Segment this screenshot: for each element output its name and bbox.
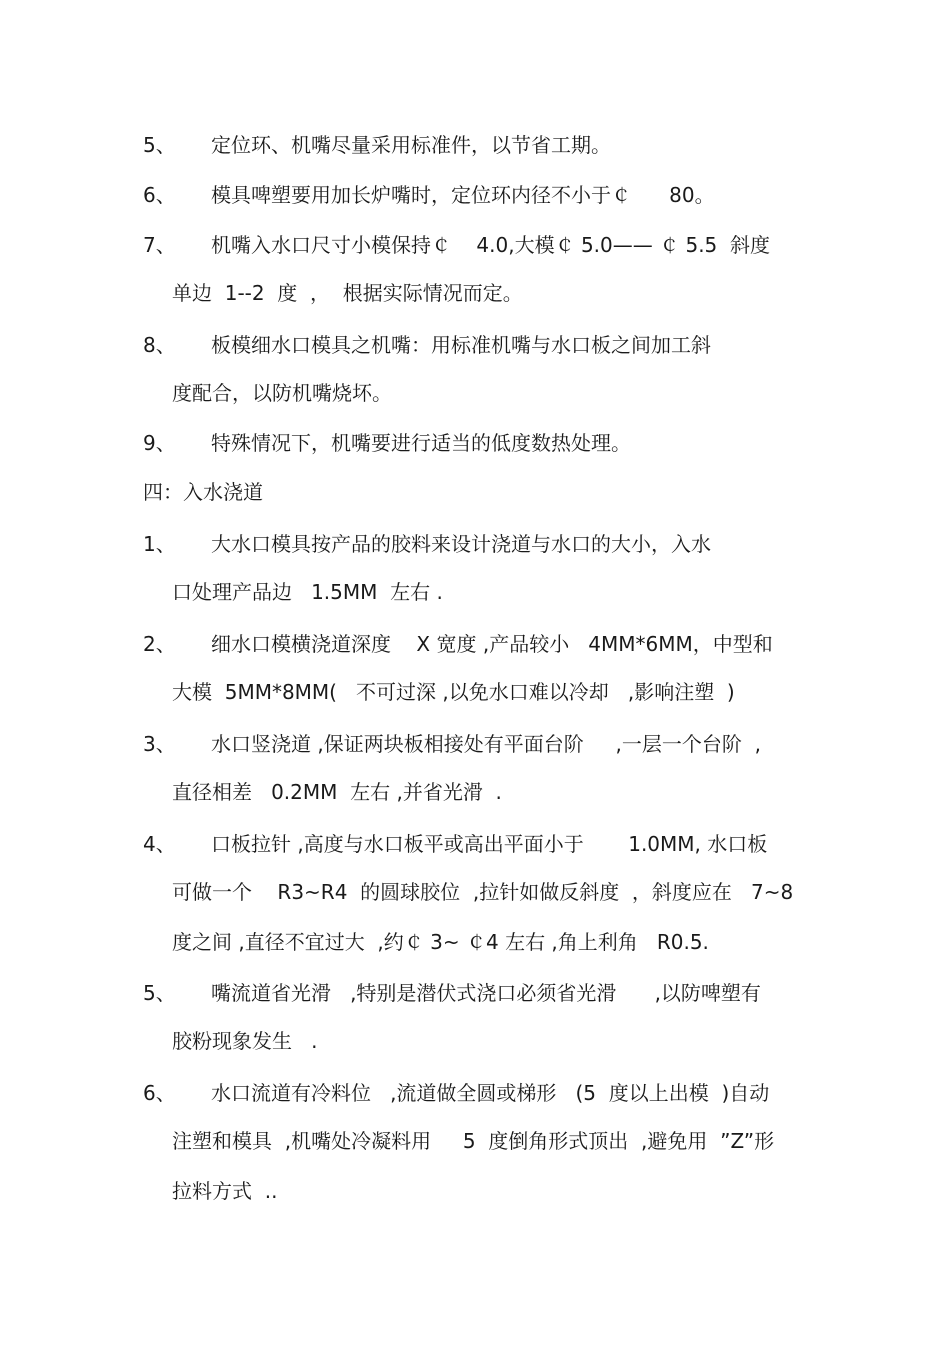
item-text-continued: 单边 1--2 度 ， 根据实际情况而定。 (172, 281, 523, 305)
item-text-continued: 注塑和模具 ,机嘴处冷凝料用 5 度倒角形式顶出 ,避免用 ”Z”形 (172, 1129, 775, 1153)
item-text: 板模细水口模具之机嘴：用标准机嘴与水口板之间加工斜 (211, 333, 711, 357)
item-number: 5、 (143, 981, 176, 1005)
item-text: 特殊情况下，机嘴要进行适当的低度数热处理。 (211, 431, 631, 455)
item-number: 6、 (143, 183, 176, 207)
item-text: 口板拉针 ,高度与水口板平或高出平面小于 1.0MM, 水口板 (211, 832, 768, 856)
item-number: 6、 (143, 1081, 176, 1105)
item-text: 机嘴入水口尺寸小模保持￠ 4.0,大模￠ 5.0—— ￠ 5.5 斜度 (211, 233, 770, 257)
item-text-continued: 可做一个 R3~R4 的圆球胶位 ,拉针如做反斜度 ，斜度应在 7~8 (172, 880, 794, 904)
item-number: 5、 (143, 133, 176, 157)
item-text: 定位环、机嘴尽量采用标准件，以节省工期。 (211, 133, 611, 157)
section-heading: 四：入水浇道 (143, 480, 263, 504)
item-text: 水口竖浇道 ,保证两块板相接处有平面台阶 ,一层一个台阶 , (211, 732, 761, 756)
item-number: 2、 (143, 632, 176, 656)
item-text: 模具啤塑要用加长炉嘴时，定位环内径不小于￠ 80。 (211, 183, 715, 207)
item-number: 9、 (143, 431, 176, 455)
item-text-continued: 口处理产品边 1.5MM 左右 . (172, 580, 443, 604)
item-text-continued: 度之间 ,直径不宜过大 ,约￠ 3~ ￠4 左右 ,角上利角 R0.5. (172, 930, 709, 954)
item-text-continued: 直径相差 0.2MM 左右 ,并省光滑 . (172, 780, 502, 804)
item-text-continued: 大模 5MM*8MM( 不可过深 ,以免水口难以冷却 ,影响注塑 ) (172, 680, 735, 704)
item-text: 水口流道有冷料位 ,流道做全圆或梯形 (5 度以上出模 )自动 (211, 1081, 770, 1105)
item-text: 细水口模横浇道深度 X 宽度 ,产品较小 4MM*6MM，中型和 (211, 632, 773, 656)
item-text: 嘴流道省光滑 ,特别是潜伏式浇口必须省光滑 ,以防啤塑有 (211, 981, 761, 1005)
item-number: 8、 (143, 333, 176, 357)
item-text-continued: 胶粉现象发生 . (172, 1029, 318, 1053)
item-text-continued: 度配合，以防机嘴烧坏。 (172, 381, 392, 405)
item-number: 7、 (143, 233, 176, 257)
item-number: 1、 (143, 532, 176, 556)
item-number: 4、 (143, 832, 176, 856)
item-text: 大水口模具按产品的胶料来设计浇道与水口的大小，入水 (211, 532, 711, 556)
item-number: 3、 (143, 732, 176, 756)
item-text-continued: 拉料方式 .. (172, 1179, 278, 1203)
